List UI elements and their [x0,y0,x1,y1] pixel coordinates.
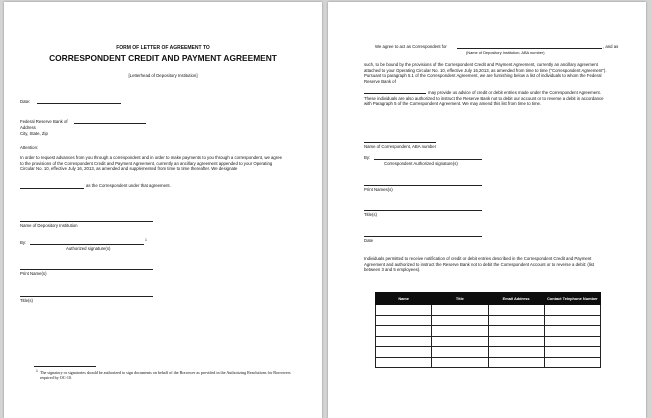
table-cell [544,336,600,347]
correspondent-for-line [457,48,602,49]
agreement-paragraph-2: may provide us advice of credit or debit entries made under the Correspondent Agreement. These individuals are also authorized to instruct the Reserve Bank not to debit our account or to reverse a debit in accordance with Paragraph 5 of the Correspondent Agreement. We may amend this list from time to time. [364,90,604,107]
titles-line-2 [364,210,482,211]
depository-name-line [20,221,153,222]
individuals-paragraph: Individuals permitted to receive notification of credit or debit entries described in the Correspondent Credit and Payment Agreement and authorized to instruct the Reserve Bank not to debit the Correspondent Account or to reverse a debit: (list between 3 and 5 employees). [364,256,595,273]
designate-suffix: as the Correspondent under that agreement. [86,183,171,188]
agree-prefix: We agree to act as Correspondent for [375,44,447,49]
by-label: By: [20,240,27,245]
document-page-1 [4,2,322,418]
table-cell [432,326,488,337]
table-cell [544,326,600,337]
frb-line [74,123,146,124]
agree-suffix: , and as [603,44,619,49]
date-line-2 [364,236,482,237]
agreement-paragraph: such, to be bound by the provisions of the Correspondent Credit and Payment Agreement, currently an ancillary agreement attached to your Operating Circular No. 10, effective July 16,2013, as amended from time to time ("Correspondent Agreement"). Pursuant to paragraph 5.1 of the Correspondent Agreement, we are furnishing below a list of individuals to whom the Federal Reserve Bank of [364,62,607,84]
column-header: Email Address [488,293,544,305]
table-cell [488,347,544,358]
table-cell [544,347,600,358]
by-label-2: By: [364,155,371,160]
correspondent-name-label: Name of Correspondent, ABA number [364,144,437,149]
table-cell [432,315,488,326]
date-label-2: Date [364,238,374,243]
table-cell [488,357,544,368]
table-cell [432,305,488,316]
name-aba-sublabel: (Name of Depository Institution, ABA number) [466,50,545,55]
table-row [376,347,601,358]
city-label: City, State, Zip [20,131,48,136]
correspondent-name-line [364,142,436,143]
table-cell [376,326,432,337]
depository-name-label: Name of Depository Institution [20,223,78,228]
main-title: CORRESPONDENT CREDIT AND PAYMENT AGREEMENT [49,53,277,63]
table-cell [376,315,432,326]
table-cell [376,305,432,316]
column-header: Title [432,293,488,305]
column-header: Contact Telephone Number [544,293,600,305]
footnote-marker: 1 [36,369,38,373]
signature-line [30,244,144,245]
date-label: Date: [20,99,31,104]
contacts-table [375,292,601,368]
table-cell [376,336,432,347]
print-names-label: Print Name(s) [20,271,47,276]
address-label: Address [20,125,36,130]
table-cell [376,357,432,368]
table-row [376,326,601,337]
table-cell [432,336,488,347]
authorized-sig-label: Authorized signature(s) [66,246,111,251]
titles-label-2: Title(s) [364,212,377,217]
footnote-separator [34,366,96,367]
corr-signature-line [374,159,482,160]
document-page-2 [328,2,646,418]
table-cell [488,326,544,337]
table-cell [432,347,488,358]
table-cell [432,357,488,368]
titles-label: Title(s) [20,298,33,303]
date-line [37,103,121,104]
attention-label: Attention: [20,145,39,150]
column-header: Name [376,293,432,305]
table-row [376,315,601,326]
form-title: FORM OF LETTER OF AGREEMENT TO [116,45,210,51]
table-cell [488,315,544,326]
print-names-line-2 [364,185,482,186]
footnote-text: The signatory or signatories should be authorized to sign documents on behalf of the Borrower as provided in the Authorizing Resolutions for Borrowers required by OC-10. [40,370,291,381]
body-paragraph: In order to request advances from you through a correspondent and in order to make payments to you through a correspondent, we agree to the provisions of the Correspondent Credit and Payment Agreement, currently an ancillary agreement appended to your Operating Circular No. 10, effective July 16, 2013, as amended and supplemented from time to time thereafter. We designate [20,155,283,172]
letterhead-placeholder: [Letterhead of Depository Institution] [128,73,198,78]
table-cell [488,336,544,347]
print-names-line [20,269,153,270]
table-row [376,336,601,347]
table-cell [488,305,544,316]
table-cell [544,305,600,316]
table-header-row [376,293,601,305]
titles-line [20,296,153,297]
footnote-ref: 1 [145,238,147,242]
designate-line [20,188,84,189]
frb-label: Federal Reserve Bank of [20,119,68,124]
print-names-label-2: Print Names(s) [364,187,393,192]
table-row [376,305,601,316]
table-cell [544,315,600,326]
corr-sig-label: Correspondent Authorized signature(s) [384,161,458,166]
table-cell [376,347,432,358]
table-cell [544,357,600,368]
table-row [376,357,601,368]
